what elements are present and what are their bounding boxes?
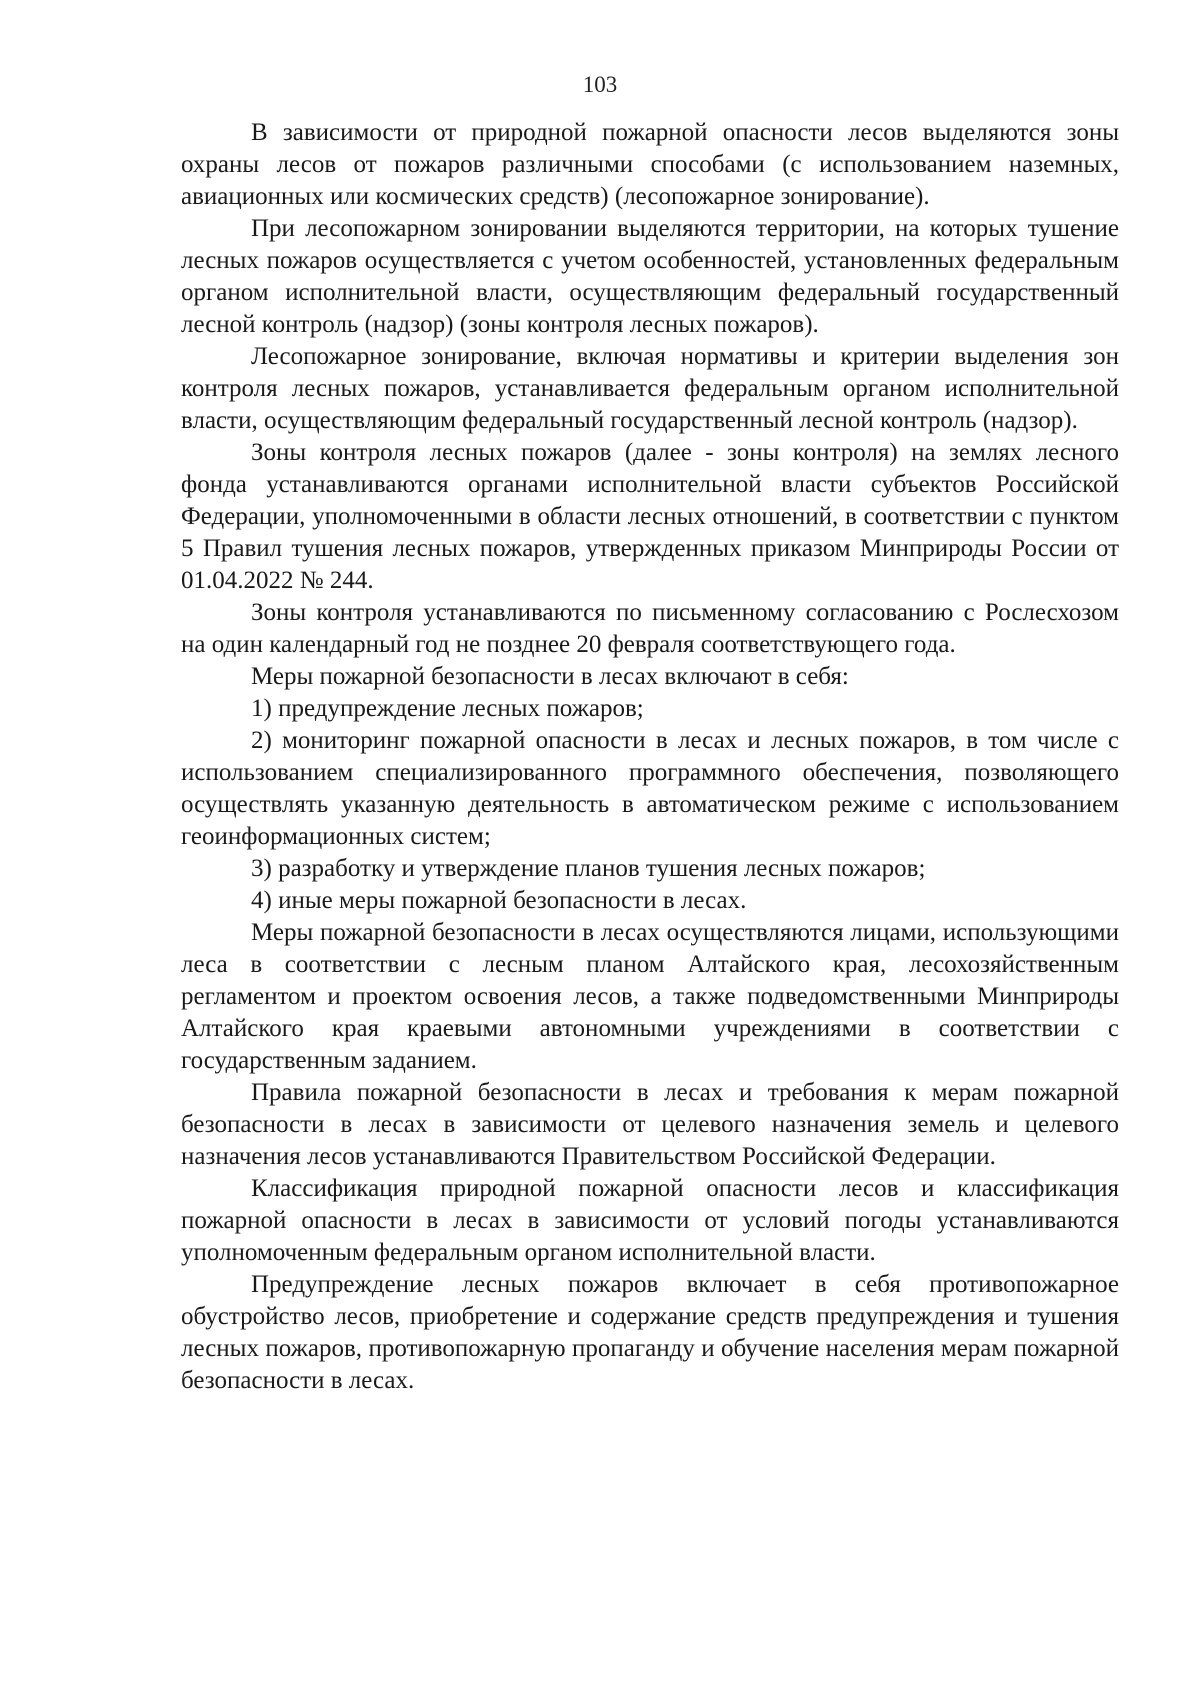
list-item: 1) предупреждение лесных пожаров; (251, 695, 644, 722)
paragraph: При лесопожарном зонировании выделяются территории, на которых тушение лесных пожаров осуществляется с учетом особенностей, установленных федеральным органом исполнительной власти, осуществляющим федеральный государственный лесной контроль (надзор) (зоны контроля лесных пожаров). (181, 215, 1119, 338)
paragraph: Предупреждение лесных пожаров включает в себя противопожарное обустройство лесов, приобретение и содержание средств предупреждения и тушения лесных пожаров, противопожарную пропаганду и обучение населения мерам пожарной безопасности в лесах. (181, 1271, 1119, 1394)
list-item: 2) мониторинг пожарной опасности в лесах и лесных пожаров, в том числе с использованием специализированного программного обеспечения, позволяющего осуществлять указанную деятельность в автоматическом режиме с использованием геоинформационных систем; (181, 727, 1119, 850)
paragraph: Лесопожарное зонирование, включая нормативы и критерии выделения зон контроля лесных пожаров, устанавливается федеральным органом исполнительной власти, осуществляющим федеральный государственный лесной контроль (надзор). (181, 343, 1119, 434)
paragraph: Правила пожарной безопасности в лесах и требования к мерам пожарной безопасности в лесах в зависимости от целевого назначения земель и целевого назначения лесов устанавливаются Правительством Российской Федерации. (181, 1079, 1119, 1170)
list-item: 4) иные меры пожарной безопасности в лесах. (251, 887, 747, 914)
paragraph: Меры пожарной безопасности в лесах осуществляются лицами, использующими леса в соответствии с лесным планом Алтайского края, лесохозяйственным регламентом и проектом освоения лесов, а также подведомственными Минприроды Алтайского края краевыми автономными учреждениями в соответствии с государственным заданием. (181, 919, 1119, 1074)
list-item: 3) разработку и утверждение планов тушения лесных пожаров; (251, 855, 926, 882)
page-number: 103 (582, 72, 618, 97)
paragraph: Зоны контроля устанавливаются по письменному согласованию с Рослесхозом на один календарный год не позднее 20 февраля соответствующего года. (181, 599, 1119, 658)
document-body (181, 117, 1119, 1397)
paragraph: В зависимости от природной пожарной опасности лесов выделяются зоны охраны лесов от пожаров различными способами (с использованием наземных, авиационных или космических средств) (лесопожарное зонирование). (181, 119, 1119, 210)
paragraph: Классификация природной пожарной опасности лесов и классификация пожарной опасности в лесах в зависимости от условий погоды устанавливаются уполномоченным федеральным органом исполнительной власти. (181, 1175, 1119, 1266)
paragraph: Зоны контроля лесных пожаров (далее - зоны контроля) на землях лесного фонда устанавливаются органами исполнительной власти субъектов Российской Федерации, уполномоченными в области лесных отношений, в соответствии с пунктом 5 Правил тушения лесных пожаров, утвержденных приказом Минприроды России от 01.04.2022 № 244. (181, 439, 1119, 594)
paragraph: Меры пожарной безопасности в лесах включают в себя: (251, 663, 849, 690)
